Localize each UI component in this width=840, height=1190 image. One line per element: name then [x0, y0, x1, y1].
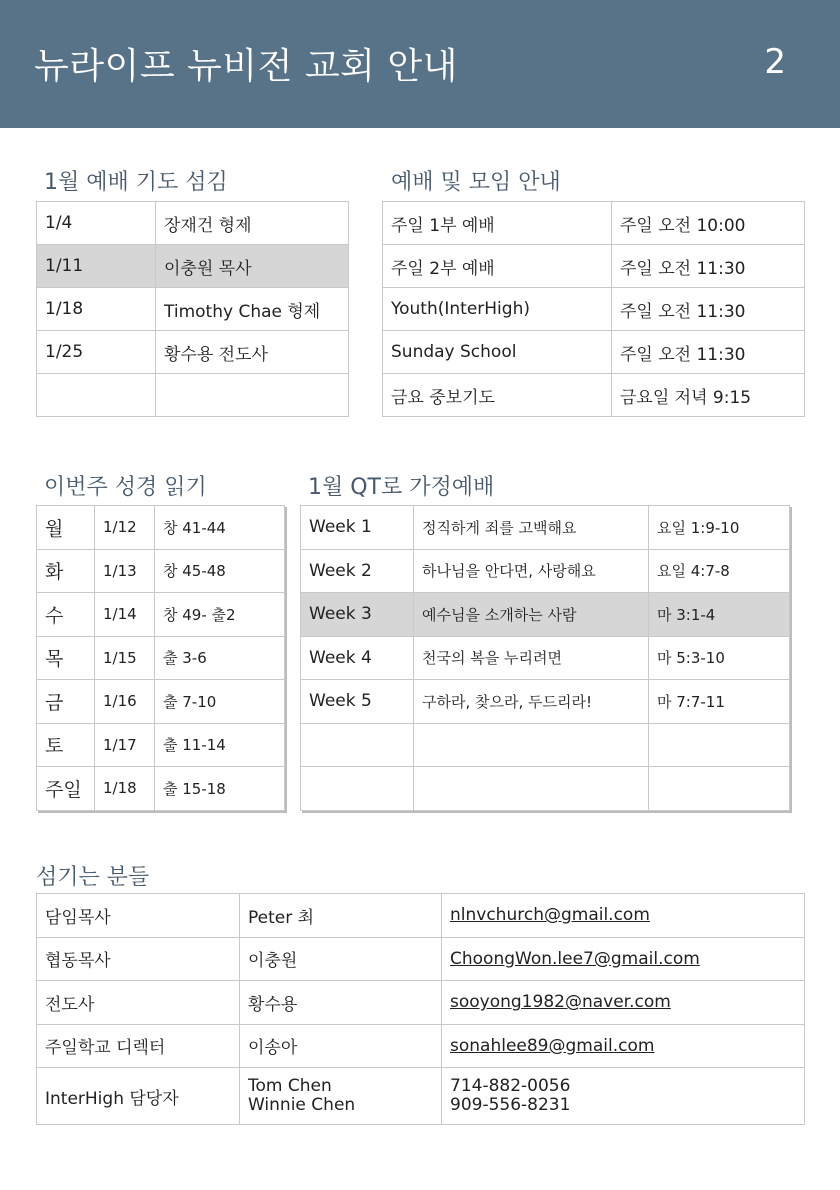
staff-section-title: 섬기는 분들 — [36, 865, 150, 890]
table-row — [383, 374, 805, 417]
qt-topic: 구하라, 찾으라, 두드리라! — [414, 680, 649, 724]
service-name: Youth(InterHigh) — [383, 288, 612, 331]
reading-passage: 출 11-14 — [155, 723, 285, 767]
table-row — [37, 374, 349, 417]
table-row — [301, 723, 790, 767]
staff-name: Peter 최 — [240, 894, 442, 938]
reading-date: 1/14 — [95, 593, 155, 637]
reading-date: 1/12 — [95, 506, 155, 550]
staff-name: 이송아 — [240, 1024, 442, 1068]
worship-section-title: 예배 및 모임 안내 — [391, 170, 561, 195]
staff-name: 황수용 — [240, 981, 442, 1025]
reading-passage: 출 3-6 — [155, 636, 285, 680]
qt-reference — [649, 767, 790, 811]
staff-names — [240, 1068, 442, 1125]
table-row — [37, 636, 285, 680]
staff-name: Tom Chen — [248, 1076, 332, 1096]
qt-topic: 정직하게 죄를 고백해요 — [414, 506, 649, 550]
staff-table — [36, 893, 805, 1125]
table-row — [383, 202, 805, 245]
page-number: 2 — [764, 42, 786, 82]
qt-week: Week 5 — [301, 680, 414, 724]
reading-date: 1/16 — [95, 680, 155, 724]
table-row — [37, 331, 349, 374]
qt-week: Week 1 — [301, 506, 414, 550]
qt-week — [301, 723, 414, 767]
bible-reading-table — [36, 505, 285, 811]
table-row — [301, 549, 790, 593]
staff-role: 주일학교 디렉터 — [37, 1024, 240, 1068]
qt-reference: 마 5:3-10 — [649, 636, 790, 680]
prayer-date — [37, 374, 156, 417]
table-row — [37, 1024, 805, 1068]
table-row — [301, 506, 790, 550]
table-row — [37, 981, 805, 1025]
reading-date: 1/13 — [95, 549, 155, 593]
qt-week: Week 4 — [301, 636, 414, 680]
table-row — [37, 723, 285, 767]
table-row — [37, 680, 285, 724]
staff-phones — [442, 1068, 805, 1125]
table-row — [37, 288, 349, 331]
qt-topic: 예수님을 소개하는 사람 — [414, 593, 649, 637]
staff-email-link[interactable]: nlnvchurch@gmail.com — [450, 905, 650, 926]
table-row — [301, 680, 790, 724]
bible-section-title: 이번주 성경 읽기 — [44, 475, 207, 500]
prayer-name: 황수용 전도사 — [156, 331, 349, 374]
service-time: 주일 오전 11:30 — [612, 245, 805, 288]
table-row — [37, 549, 285, 593]
service-time: 주일 오전 11:30 — [612, 288, 805, 331]
qt-topic — [414, 723, 649, 767]
qt-reference — [649, 723, 790, 767]
worship-table — [382, 201, 805, 417]
staff-email-link[interactable]: sooyong1982@naver.com — [450, 992, 671, 1013]
reading-passage: 출 15-18 — [155, 767, 285, 811]
table-row — [383, 288, 805, 331]
table-row — [37, 767, 285, 811]
reading-date: 1/18 — [95, 767, 155, 811]
service-name: 금요 중보기도 — [383, 374, 612, 417]
table-row — [383, 245, 805, 288]
qt-week — [301, 767, 414, 811]
qt-section-title: 1월 QT로 가정예배 — [308, 475, 495, 500]
table-row — [301, 767, 790, 811]
reading-day: 토 — [37, 723, 95, 767]
staff-name: 이충원 — [240, 937, 442, 981]
table-row — [383, 331, 805, 374]
prayer-table — [36, 201, 349, 417]
reading-passage: 출 7-10 — [155, 680, 285, 724]
reading-day: 금 — [37, 680, 95, 724]
qt-week: Week 3 — [301, 593, 414, 637]
staff-name: Winnie Chen — [248, 1095, 356, 1115]
prayer-date: 1/4 — [37, 202, 156, 245]
qt-topic: 하나님을 안다면, 사랑해요 — [414, 549, 649, 593]
service-name: 주일 2부 예배 — [383, 245, 612, 288]
prayer-section-title: 1월 예배 기도 섬김 — [44, 170, 228, 195]
prayer-date: 1/11 — [37, 245, 156, 288]
table-row — [37, 245, 349, 288]
service-name: 주일 1부 예배 — [383, 202, 612, 245]
prayer-date: 1/25 — [37, 331, 156, 374]
staff-phone: 714-882-0056 — [450, 1076, 571, 1096]
reading-passage: 창 45-48 — [155, 549, 285, 593]
service-time: 금요일 저녁 9:15 — [612, 374, 805, 417]
staff-role: InterHigh 담당자 — [37, 1068, 240, 1125]
qt-reference: 요일 4:7-8 — [649, 549, 790, 593]
table-row — [37, 593, 285, 637]
table-row — [301, 636, 790, 680]
staff-role: 담임목사 — [37, 894, 240, 938]
reading-date: 1/15 — [95, 636, 155, 680]
qt-topic: 천국의 복을 누리려면 — [414, 636, 649, 680]
reading-day: 화 — [37, 549, 95, 593]
staff-email-link[interactable]: ChoongWon.lee7@gmail.com — [450, 948, 700, 969]
staff-role: 협동목사 — [37, 937, 240, 981]
prayer-name: Timothy Chae 형제 — [156, 288, 349, 331]
reading-day: 수 — [37, 593, 95, 637]
staff-phone: 909-556-8231 — [450, 1095, 571, 1115]
reading-date: 1/17 — [95, 723, 155, 767]
qt-reference: 요일 1:9-10 — [649, 506, 790, 550]
service-time: 주일 오전 10:00 — [612, 202, 805, 245]
reading-day: 목 — [37, 636, 95, 680]
table-row — [37, 202, 349, 245]
staff-role: 전도사 — [37, 981, 240, 1025]
prayer-name — [156, 374, 349, 417]
service-name: Sunday School — [383, 331, 612, 374]
prayer-name: 이충원 목사 — [156, 245, 349, 288]
service-time: 주일 오전 11:30 — [612, 331, 805, 374]
table-row — [37, 1068, 805, 1125]
page-title: 뉴라이프 뉴비전 교회 안내 — [34, 46, 458, 87]
prayer-name: 장재건 형제 — [156, 202, 349, 245]
qt-topic — [414, 767, 649, 811]
qt-week: Week 2 — [301, 549, 414, 593]
reading-day: 월 — [37, 506, 95, 550]
qt-reference: 마 7:7-11 — [649, 680, 790, 724]
reading-passage: 창 41-44 — [155, 506, 285, 550]
table-row — [301, 593, 790, 637]
staff-email-link[interactable]: sonahlee89@gmail.com — [450, 1035, 655, 1056]
page-header — [0, 0, 840, 128]
qt-table — [300, 505, 790, 811]
table-row — [37, 937, 805, 981]
reading-day: 주일 — [37, 767, 95, 811]
reading-passage: 창 49- 출2 — [155, 593, 285, 637]
prayer-date: 1/18 — [37, 288, 156, 331]
table-row — [37, 894, 805, 938]
qt-reference: 마 3:1-4 — [649, 593, 790, 637]
table-row — [37, 506, 285, 550]
